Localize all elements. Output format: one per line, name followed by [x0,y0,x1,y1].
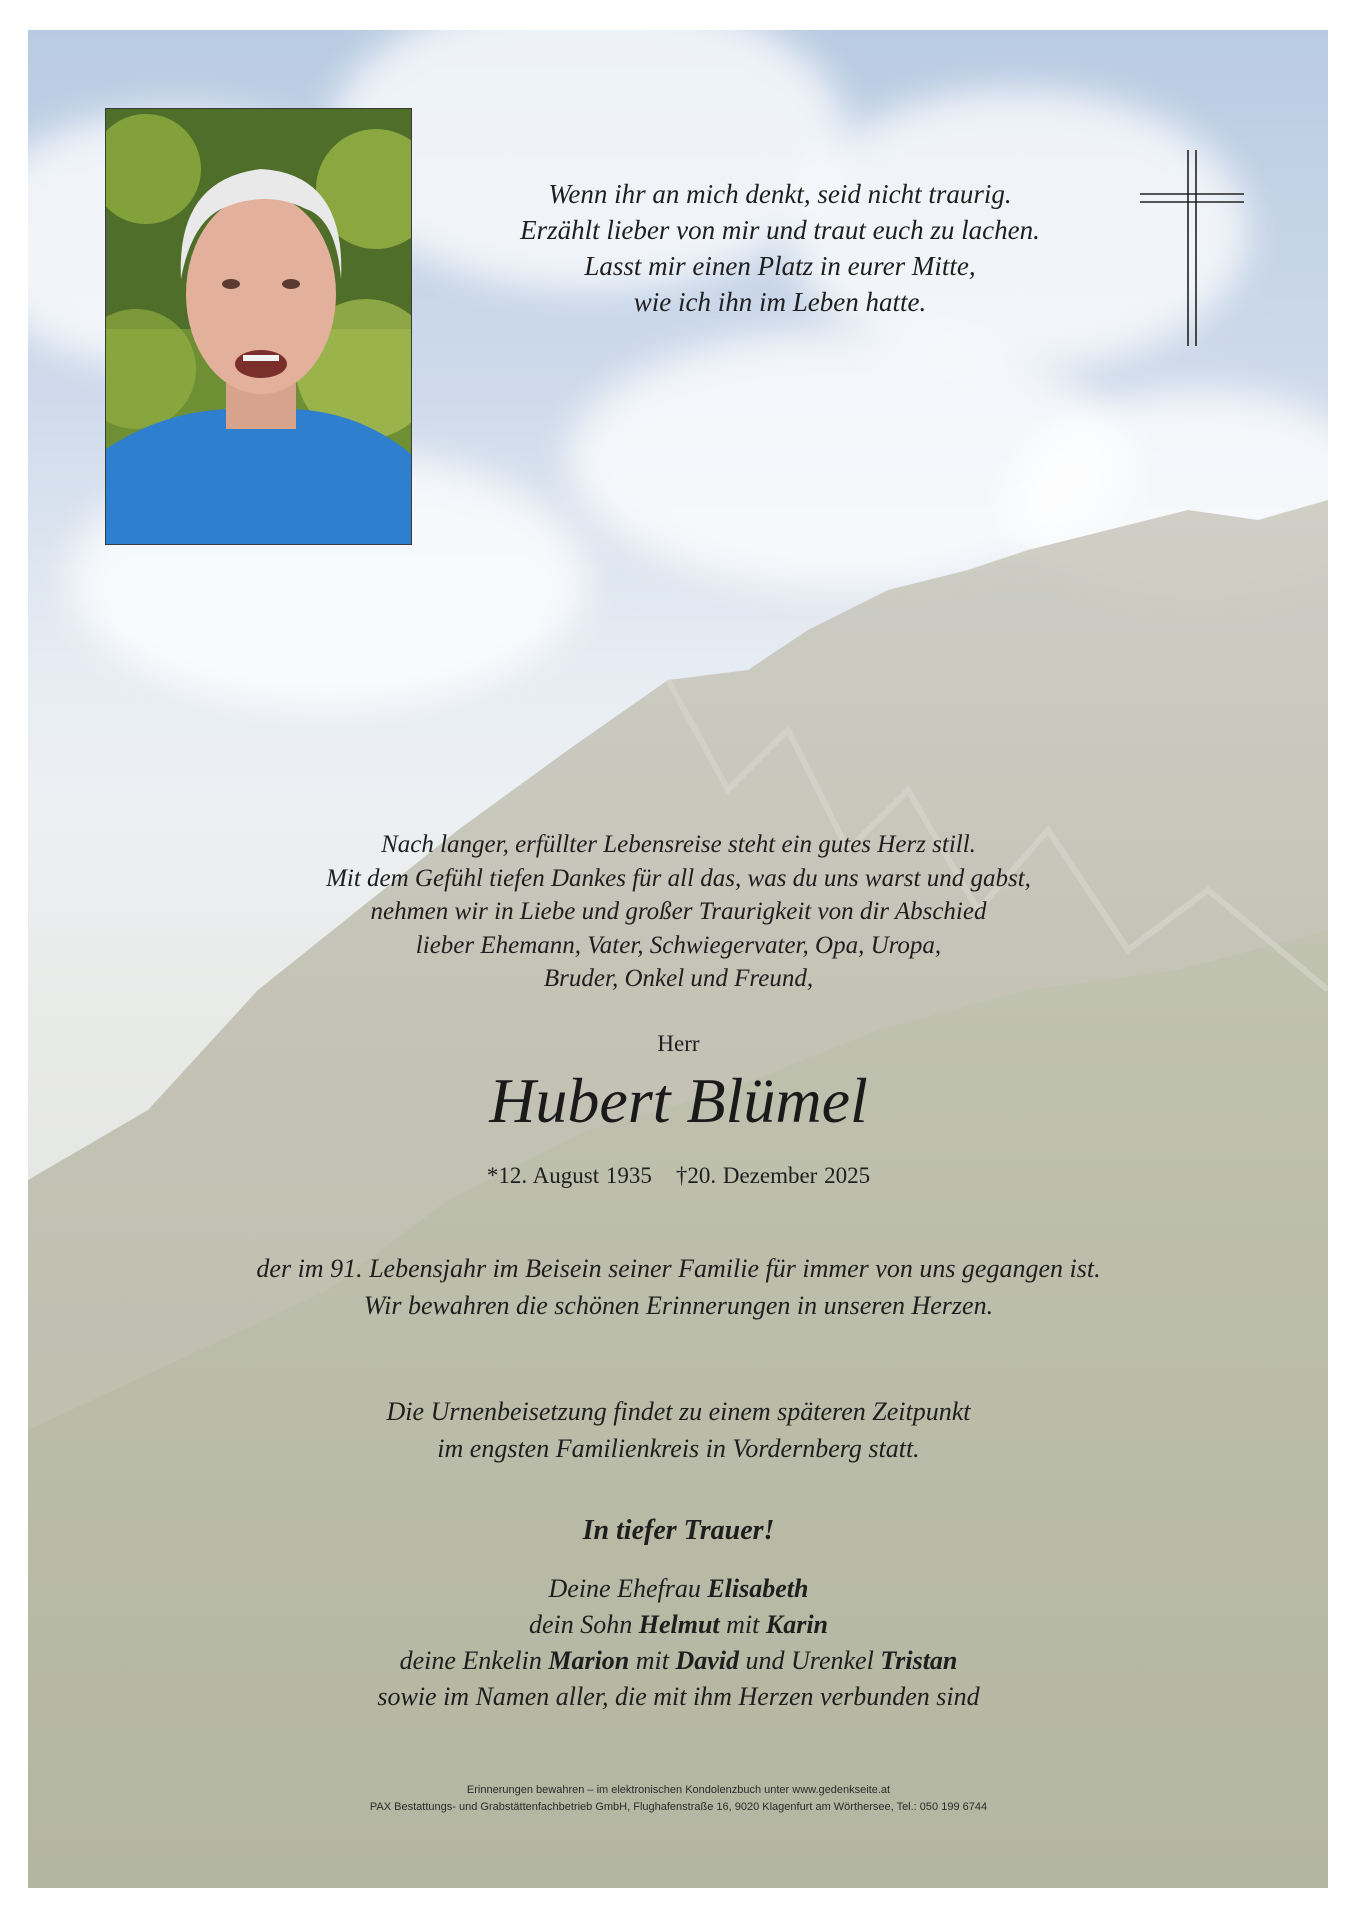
passing-line: Wir bewahren die schönen Erinnerungen in unseren Herzen. [363,1291,994,1320]
family-line: deine Enkelin Marion mit David und Urenkel Tristan [399,1646,958,1675]
intro-line: Nach langer, erfüllter Lebensreise steht ein gutes Herz still. [381,831,976,858]
passing-line: der im 91. Lebensjahr im Beisein seiner Familie für immer von uns gegangen ist. [256,1254,1101,1283]
footer [0,1782,1357,1816]
intro-line: nehmen wir in Liebe und großer Traurigkeit von dir Abschied [370,898,987,925]
salutation: Herr [657,1031,700,1056]
poem-line: Erzählt lieber von mir und traut euch zu lachen. [520,215,1040,245]
urn-line: Die Urnenbeisetzung findet zu einem späteren Zeitpunkt [386,1397,971,1426]
portrait-illustration [106,109,411,544]
urn-burial-notice [0,1393,1357,1467]
poem-line: Wenn ihr an mich denkt, seid nicht traurig. [548,179,1012,209]
intro-line: Bruder, Onkel und Freund, [543,965,814,992]
intro-text [0,828,1357,996]
poem-line: Lasst mir einen Platz in eurer Mitte, [584,251,976,281]
intro-line: Mit dem Gefühl tiefen Dankes für all das, was du uns warst und gabst, [326,864,1031,892]
family-line: Deine Ehefrau Elisabeth [548,1574,809,1603]
memorial-poem [430,176,1130,320]
intro-line: lieber Ehemann, Vater, Schwiegervater, Opa, Uropa, [415,931,942,959]
family-line: dein Sohn Helmut mit Karin [528,1610,829,1639]
footer-line-condolence: Erinnerungen bewahren – im elektronischen Kondolenzbuch unter www.gedenkseite.at [466,1784,891,1796]
life-dates [0,1163,1357,1189]
family-signatures [0,1571,1357,1715]
urn-line: im engsten Familienkreis in Vordernberg statt. [437,1434,920,1463]
poem-line: wie ich ihn im Leben hatte. [633,287,927,317]
mourning-heading: In tiefer Trauer! [582,1515,775,1546]
portrait-photo [105,108,412,545]
deceased-name: Hubert Blümel [489,1065,868,1136]
birth-date: *12. August 1935 [486,1163,652,1188]
family-line: sowie im Namen aller, die mit ihm Herzen verbunden sind [377,1682,980,1711]
passing-text [0,1250,1357,1324]
double-line-cross-icon [1140,150,1244,346]
footer-line-company: PAX Bestattungs- und Grabstättenfachbetrieb GmbH, Flughafenstraße 16, 9020 Klagenfurt am Wörthersee, Tel.: 050 199 6744 [369,1801,988,1813]
death-date: †20. Dezember 2025 [675,1163,871,1188]
